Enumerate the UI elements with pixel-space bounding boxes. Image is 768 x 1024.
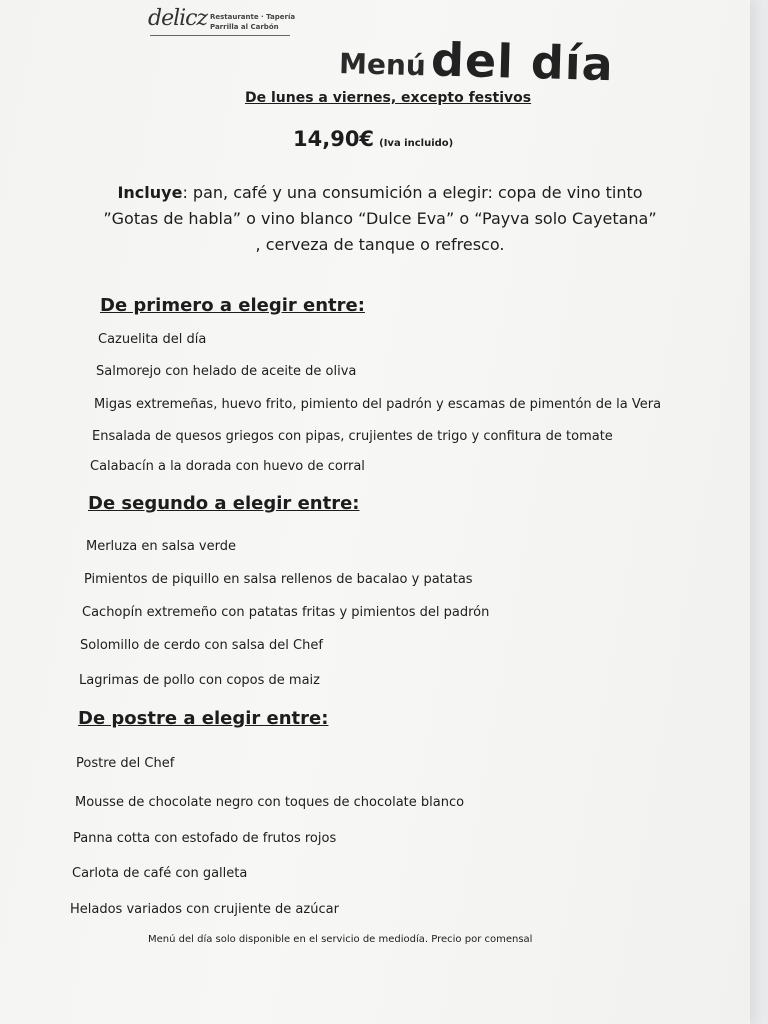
restaurant-logo	[148, 6, 296, 31]
menu-item: Cachopín extremeño con patatas fritas y pimientos del padrón	[82, 605, 490, 620]
price-note: (Iva incluido)	[379, 138, 454, 149]
logo-tagline-1: Restaurante · Tapería	[210, 13, 296, 21]
includes-text: : pan, café y una consumición a elegir: copa de vino tinto ”Gotas de habla” o vino blanco “Dulce Eva” o “Payva solo Cayetana” , cerveza de tanque o refresco.	[103, 183, 657, 254]
menu-item: Carlota de café con galleta	[72, 866, 248, 881]
menu-item: Pimientos de piquillo en salsa rellenos de bacalao y patatas	[84, 572, 473, 587]
price-value: 14,90€	[293, 127, 375, 151]
menu-item: Calabacín a la dorada con huevo de corral	[90, 459, 365, 474]
menu-item: Merluza en salsa verde	[86, 539, 236, 554]
menu-item: Lagrimas de pollo con copos de maiz	[79, 673, 320, 688]
menu-item: Helados variados con crujiente de azúcar	[70, 902, 339, 917]
menu-item: Postre del Chef	[76, 756, 175, 771]
menu-item: Solomillo de cerdo con salsa del Chef	[80, 638, 323, 653]
includes-paragraph	[100, 180, 660, 258]
menu-item: Panna cotta con estofado de frutos rojos	[73, 831, 337, 846]
includes-label: Incluye	[117, 183, 183, 202]
menu-item: Cazuelita del día	[98, 332, 207, 347]
logo-script: delicz	[148, 6, 208, 31]
footer-note: Menú del día solo disponible en el servicio de mediodía. Precio por comensal	[148, 934, 533, 945]
title-part-1: Menú	[338, 46, 427, 83]
section-heading-primero: De primero a elegir entre:	[100, 295, 365, 316]
price	[293, 127, 453, 151]
menu-item: Ensalada de quesos griegos con pipas, crujientes de trigo y confitura de tomate	[92, 429, 613, 444]
logo-tagline-2: Parrilla al Carbón	[210, 23, 279, 31]
page-title	[339, 30, 615, 91]
title-part-2: del día	[430, 32, 615, 92]
logo-underline	[150, 35, 290, 36]
section-heading-postre: De postre a elegir entre:	[78, 708, 329, 729]
menu-item: Mousse de chocolate negro con toques de chocolate blanco	[75, 795, 465, 810]
section-heading-segundo: De segundo a elegir entre:	[88, 493, 360, 514]
subtitle: De lunes a viernes, excepto festivos	[245, 90, 532, 106]
menu-item: Migas extremeñas, huevo frito, pimiento del padrón y escamas de pimentón de la Vera	[94, 397, 662, 412]
menu-item: Salmorejo con helado de aceite de oliva	[96, 364, 357, 379]
